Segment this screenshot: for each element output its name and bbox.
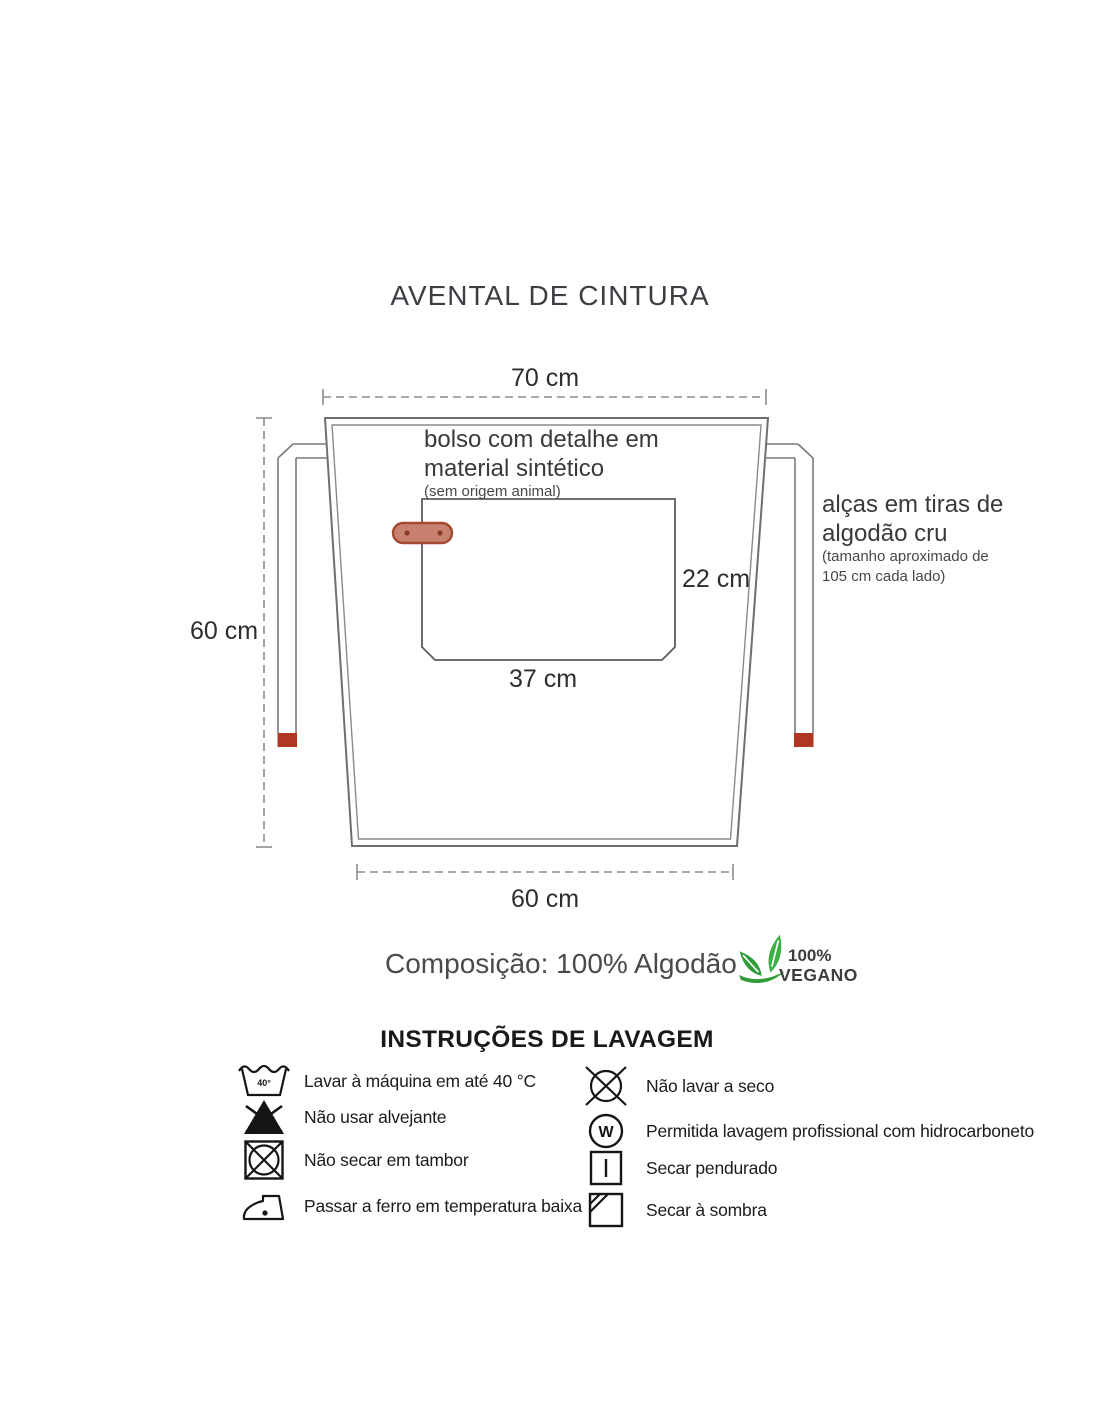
svg-text:105 cm cada lado): 105 cm cada lado): [822, 568, 946, 585]
dry-in-shade-icon: [582, 1191, 630, 1229]
svg-text:bolso com detalhe em: bolso com detalhe em: [424, 426, 659, 453]
pocket-height-label: 22 cm: [682, 565, 751, 593]
vegan-badge: [730, 920, 865, 992]
care-label: Permitida lavagem profissional com hidrocarboneto: [646, 1120, 1035, 1141]
svg-text:alças em tiras de: alças em tiras de: [822, 491, 1004, 518]
no-dry-clean-icon: [582, 1064, 630, 1108]
iron-low-temp-icon: [236, 1190, 292, 1222]
care-heading: INSTRUÇÕES DE LAVAGEM: [380, 1026, 714, 1053]
svg-text:40°: 40°: [257, 1078, 271, 1088]
dimension-left-label: 60 cm: [189, 617, 259, 645]
care-row-dry-in-shade: [582, 1188, 767, 1232]
dimension-bottom: [357, 864, 733, 880]
care-label: Não usar alvejante: [304, 1106, 447, 1127]
composition-text: Composição: 100% Algodão: [385, 948, 737, 979]
left-strap: [278, 444, 328, 747]
no-bleach-icon: [236, 1097, 292, 1137]
vegan-badge-line1: 100%: [788, 946, 832, 965]
tag-rivet-right: [437, 530, 442, 535]
care-row-hang-dry: [582, 1146, 777, 1190]
dimension-top-label: 70 cm: [510, 364, 580, 392]
leaf-icon: [736, 933, 785, 983]
dimension-left: [256, 418, 272, 847]
care-row-no-tumble-dry: [236, 1138, 468, 1182]
svg-text:material sintético: material sintético: [424, 455, 605, 482]
apron-diagram: [0, 350, 1100, 920]
care-label: Lavar à máquina em até 40 °C: [304, 1070, 536, 1091]
left-strap-red-tip: [278, 733, 298, 747]
care-label: Não lavar a seco: [646, 1075, 775, 1096]
svg-text:(tamanho aproximado de: (tamanho aproximado de: [822, 548, 989, 565]
tag-rivet-left: [404, 530, 409, 535]
hang-dry-icon: [582, 1149, 630, 1187]
professional-wash-icon: [582, 1112, 630, 1150]
care-row-iron-low: [236, 1184, 582, 1228]
right-strap: [765, 444, 814, 747]
no-tumble-dry-icon: [236, 1138, 292, 1182]
pocket-width-label: 37 cm: [508, 665, 578, 693]
care-label: Secar à sombra: [646, 1199, 767, 1220]
strap-note: [822, 491, 1003, 585]
svg-text:W: W: [598, 1124, 614, 1141]
page-title: AVENTAL DE CINTURA: [390, 280, 710, 311]
svg-text:(sem origem animal): (sem origem animal): [424, 483, 561, 500]
care-row-no-bleach: [236, 1095, 446, 1139]
care-label: Passar a ferro em temperatura baixa: [304, 1195, 582, 1216]
svg-text:algodão cru: algodão cru: [822, 520, 948, 547]
pocket-tag: [393, 523, 452, 543]
wash-40-icon: [236, 1063, 292, 1099]
care-row-no-dry-clean: [582, 1064, 774, 1108]
care-label: Não secar em tambor: [304, 1149, 469, 1170]
pocket-outline: [422, 499, 675, 660]
vegan-badge-line2: VEGANO: [779, 965, 858, 985]
right-strap-red-tip: [794, 733, 814, 747]
care-label: Secar pendurado: [646, 1157, 778, 1178]
dimension-bottom-label: 60 cm: [510, 885, 580, 913]
